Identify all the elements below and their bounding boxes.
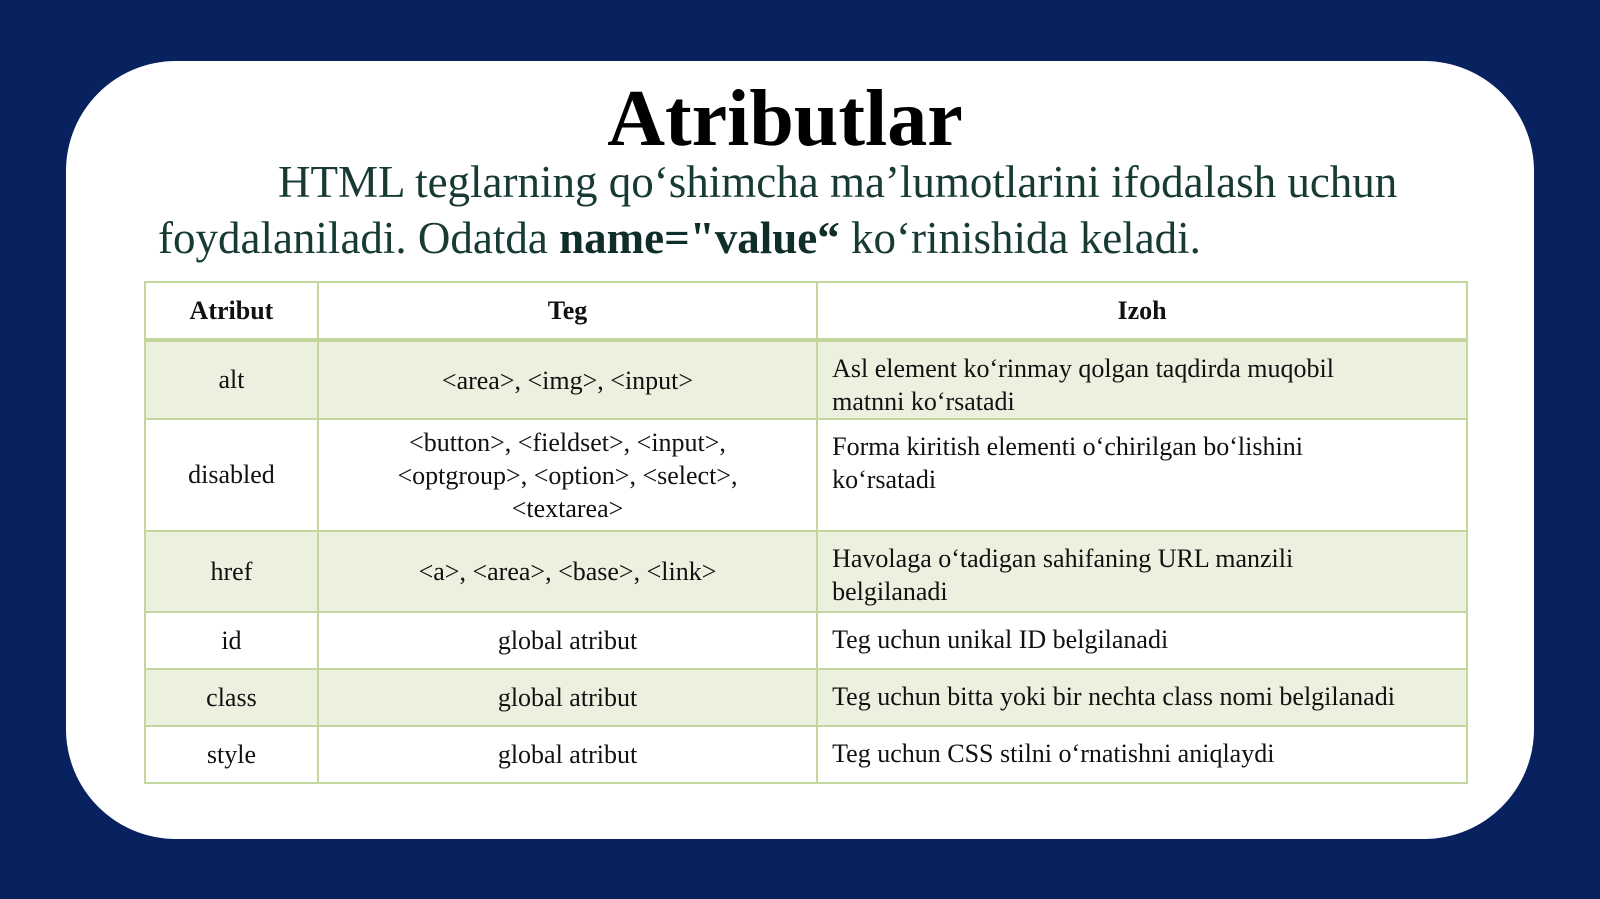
desc-line: Teg uchun CSS stilni o‘rnatishni aniqlaydi xyxy=(832,739,1275,768)
desc-line: Havolaga o‘tadigan sahifaning URL manzili xyxy=(832,544,1294,573)
cell-attribute: style xyxy=(145,726,318,783)
cell-tag xyxy=(318,531,817,612)
slide-title: Atributlar xyxy=(607,75,963,163)
cell-attribute: id xyxy=(145,612,318,669)
cell-attribute: alt xyxy=(145,340,318,419)
header-description: Izoh xyxy=(817,282,1467,340)
tag-line: <area>, <img>, <input> xyxy=(441,365,694,395)
tag-line: <a>, <area>, <base>, <link> xyxy=(418,557,717,586)
cell-description xyxy=(817,340,1467,419)
desc-line: belgilanadi xyxy=(832,577,948,606)
attributes-table xyxy=(144,281,1468,784)
tag-line: global atribut xyxy=(497,740,638,769)
cell-description xyxy=(817,612,1467,669)
cell-tag xyxy=(318,612,817,669)
desc-line: ko‘rsatadi xyxy=(832,465,937,494)
cell-description xyxy=(817,669,1467,726)
desc-line: Teg uchun unikal ID belgilanadi xyxy=(832,625,1169,654)
tag-line: global atribut xyxy=(497,626,638,655)
table-row xyxy=(145,419,1467,531)
desc-line: Asl element ko‘rinmay qolgan taqdirda muqobil xyxy=(832,354,1334,383)
desc-line: Forma kiritish elementi o‘chirilgan bo‘lishini xyxy=(832,432,1303,461)
table-row xyxy=(145,726,1467,783)
intro-text-start: HTML teglarning qo‘shimcha ma’lumotlarini ifodalash uchun foydalaniladi. Odatda xyxy=(158,157,1398,263)
header-tag: Teg xyxy=(318,282,817,340)
tag-line: <optgroup>, <option>, <select>, xyxy=(397,460,738,490)
tag-line: global atribut xyxy=(497,683,638,712)
tag-line: <button>, <fieldset>, <input>, xyxy=(409,427,726,457)
cell-attribute: disabled xyxy=(145,419,318,531)
table-row xyxy=(145,612,1467,669)
cell-attribute: class xyxy=(145,669,318,726)
cell-tag xyxy=(318,726,817,783)
cell-description xyxy=(817,726,1467,783)
cell-tag xyxy=(318,669,817,726)
tag-line: <textarea> xyxy=(511,493,624,523)
cell-tag xyxy=(318,419,817,531)
cell-tag xyxy=(318,340,817,419)
table-row xyxy=(145,340,1467,419)
desc-line: matnni ko‘rsatadi xyxy=(832,387,1015,416)
table-row xyxy=(145,531,1467,612)
intro-bold-syntax: name="value“ xyxy=(559,213,840,263)
cell-description xyxy=(817,419,1467,531)
desc-line: Teg uchun bitta yoki bir nechta class nomi belgilanadi xyxy=(832,682,1395,711)
intro-text-end: ko‘rinishida keladi. xyxy=(839,213,1201,263)
table-row xyxy=(145,669,1467,726)
cell-description xyxy=(817,531,1467,612)
intro-paragraph xyxy=(158,154,1458,266)
cell-attribute: href xyxy=(145,531,318,612)
table-header-row xyxy=(145,282,1467,340)
header-attribute: Atribut xyxy=(145,282,318,340)
